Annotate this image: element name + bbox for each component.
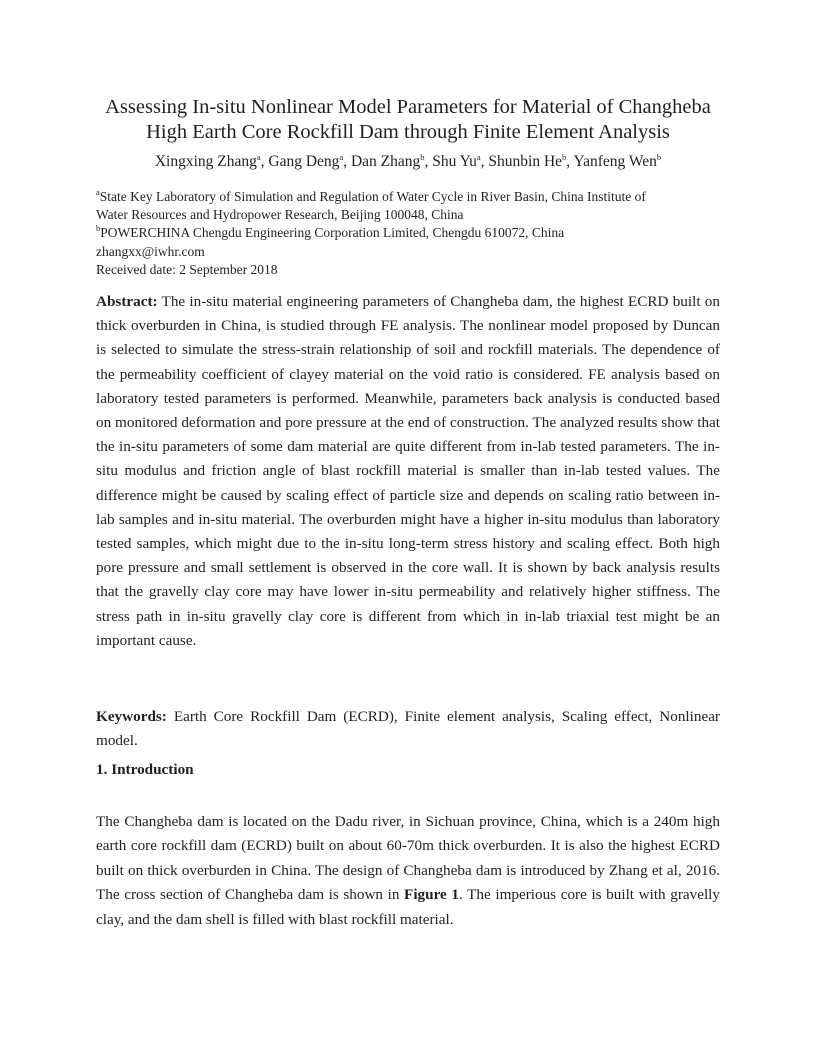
author-name: Shunbin He xyxy=(488,153,563,170)
affiliation-mark: a xyxy=(96,187,100,197)
author xyxy=(573,153,661,170)
affiliation-a-line-1: State Key Laboratory of Simulation and Regulation of Water Cycle in River Basin, China Institute of xyxy=(99,189,646,204)
author-affiliation-mark: b xyxy=(420,152,425,162)
abstract-label: Abstract: xyxy=(96,293,158,310)
paper-title-line-1: Assessing In-situ Nonlinear Model Parameters for Material of Changheba xyxy=(105,96,711,118)
author xyxy=(351,153,425,170)
author-list: Xingxing Zhang$^a$, Gang Deng$^a$, Dan Zhang$^b$, Shu Yu$^a$, Shunbin He$^b$, Yanfeng Wen$^b$ xyxy=(154,152,662,170)
author-name: Shu Yu xyxy=(432,153,477,170)
abstract xyxy=(96,290,720,653)
author-name: Xingxing Zhang xyxy=(154,153,257,170)
abstract-text: The in-situ material engineering parameters of Changheba dam, the highest ECRD built on thick overburden in China, is studied through FE analysis. The nonlinear model proposed by Duncan is selected to simulate the stress-strain relationship of soil and rockfill materials. The dependence of the permeability coefficient of clayey material on the void ratio is considered. FE analysis based on laboratory tested parameters is performed. Meanwhile, parameters back analysis is conducted based on monitored deformation and pore pressure at the end of construction. The analyzed results show that the in-situ parameters of some dam material are quite different from in-lab tested parameters. The in-situ modulus and friction angle of blast rockfill material is smaller than in-lab tested values. The difference might be caused by scaling effect of particle size and depends on scaling ratio between in-lab samples and in-situ material. The overburden might have a higher in-situ modulus than laboratory tested samples, which might due to the in-situ long-term stress history and scaling effect. Both high pore pressure and small settlement is observed in the core wall. It is shown by back analysis results that the gravelly clay core may have lower in-situ permeability and relatively higher stiffness. The stress path in in-situ gravelly clay core is different from which in in-lab triaxial test might be an important cause. xyxy=(96,293,720,649)
affiliations xyxy=(96,188,736,279)
keywords xyxy=(96,705,720,753)
affiliation-a xyxy=(96,188,736,206)
author xyxy=(268,153,343,170)
author xyxy=(155,153,261,170)
author-name: Gang Deng xyxy=(268,153,340,170)
author-name: Yanfeng Wen xyxy=(573,153,657,170)
author-name: Dan Zhang xyxy=(350,153,421,170)
corresponding-email: zhangxx@iwhr.com xyxy=(96,243,205,259)
affiliation-b xyxy=(96,224,736,242)
paper-title-line-2: High Earth Core Rockfill Dam through Finite Element Analysis xyxy=(146,121,670,143)
intro-text-after: . The imperious core is built with gravelly clay, and the dam shell is filled with blast rockfill material. xyxy=(96,886,720,928)
introduction-paragraph xyxy=(96,810,720,932)
affiliation-b-line: POWERCHINA Chengdu Engineering Corporation Limited, Chengdu 610072, China xyxy=(100,225,565,241)
received-date: Received date: 2 September 2018 xyxy=(96,261,278,277)
figure-1-reference[interactable]: Figure 1 xyxy=(404,886,459,904)
keywords-label: Keywords: xyxy=(96,708,167,725)
author-affiliation-mark: b xyxy=(656,152,662,162)
author-affiliation-mark: a xyxy=(339,152,344,162)
keywords-text: Earth Core Rockfill Dam (ECRD), Finite element analysis, Scaling effect, Nonlinear model. xyxy=(96,708,720,750)
author xyxy=(488,153,566,170)
affiliation-mark: b xyxy=(96,223,101,234)
author-affiliation-mark: b xyxy=(562,152,567,162)
author-affiliation-mark: a xyxy=(476,152,481,162)
intro-text-before: The Changheba dam is located on the Dadu river, in Sichuan province, China, which is a 240m high earth core rockfill dam (ECRD) built on about 60-70m thick overburden. It is also the highest ECRD built on thick overburden in China. The design of Changheba dam is introduced by Zhang et al, 2016. The cross section of Changheba dam is shown in xyxy=(96,813,720,904)
affiliation-a-line-2: Water Resources and Hydropower Research, Beijing 100048, China xyxy=(96,207,464,223)
author xyxy=(432,153,480,170)
section-heading-introduction: 1. Introduction xyxy=(96,761,194,778)
author-affiliation-mark: a xyxy=(256,152,261,162)
paper-title xyxy=(90,95,726,145)
